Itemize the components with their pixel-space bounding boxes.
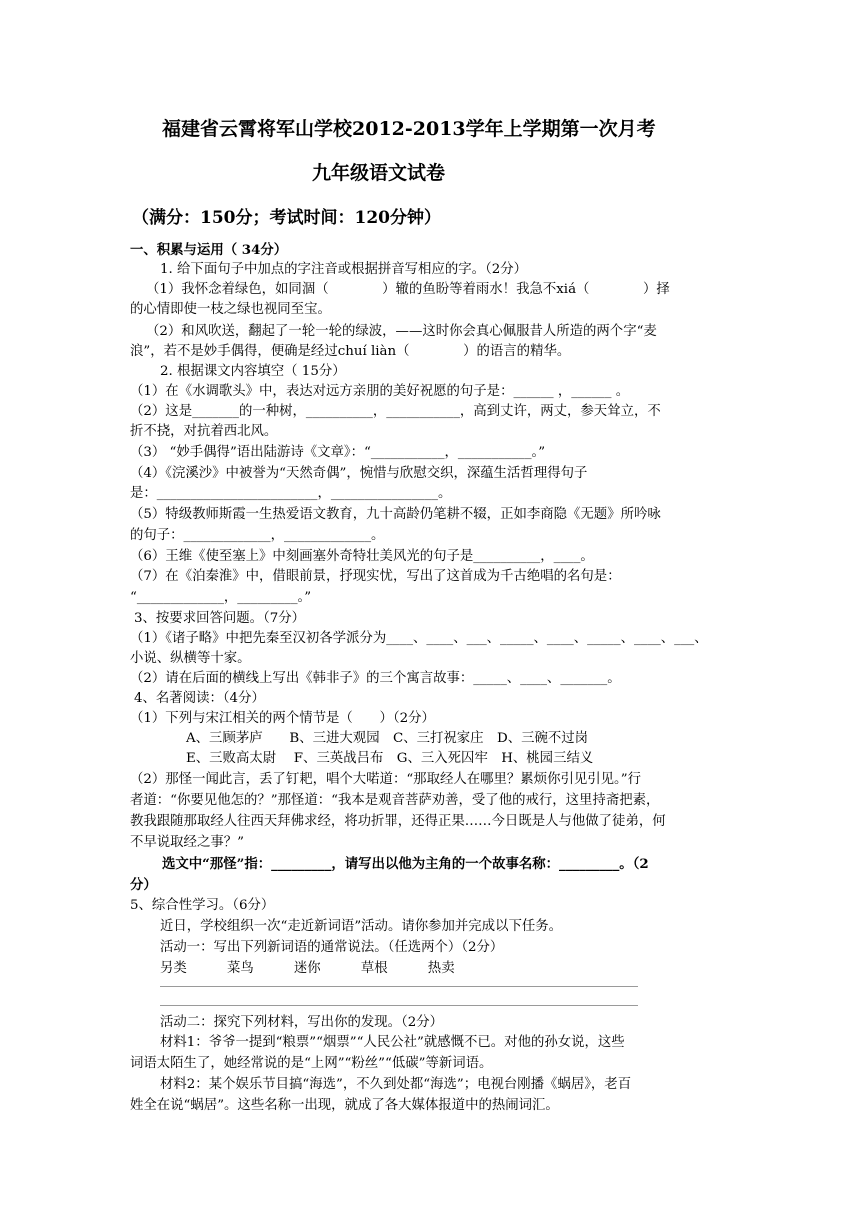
question-line: （1）我怀念着绿色，如同涸（ ）辙的鱼盼等着雨水！我急不xiá（ ）择 — [146, 282, 670, 297]
question-line: （5）特级教师斯霞一生热爱语文教育，九十高龄仍笔耕不辍，正如李商隐《无题》所吟咏 — [130, 507, 661, 522]
question-line: （4）《浣溪沙》中被誉为“天然奇偶”，惋惜与欣慰交织，深蕴生活哲理得句子 — [130, 466, 588, 481]
question-line: 浪”，若不是妙手偶得，便确是经过chuí liàn（ ）的语言的精华。 — [130, 344, 571, 359]
choice-line: E、三败高太尉 F、三英战吕布 G、三入死囚牢 H、桃园三结义 — [186, 751, 594, 766]
question-line: （6）王维《使至塞上》中刻画塞外奇特壮美风光的句子是__________，____。 — [130, 549, 594, 564]
question-line: 的句子：_____________，_____________。 — [130, 528, 385, 543]
material-line: 材料2：某个娱乐节目搞“海选”，不久到处都“海选”；电视台刚播《蜗居》，老百 — [160, 1077, 632, 1092]
question-line: 近日，学校组织一次“走近新词语”活动。请你参加并完成以下任务。 — [160, 919, 563, 934]
choice-line: A、三顾茅庐 B、三进大观园 C、三打祝家庄 D、三碗不过岗 — [186, 731, 589, 746]
question-line: 选文中“那怪”指：_________，请写出以他为主角的一个故事名称：_________。（2 — [162, 856, 649, 872]
question-stem: 2. 根据课文内容填空（ 15分） — [160, 364, 346, 379]
question-line: （2）请在后面的横线上写出《韩非子》的三个寓言故事：_____、____、_______。 — [130, 671, 621, 686]
activity-line: 活动一：写出下列新词语的通常说法。（任选两个）（2分） — [160, 940, 504, 955]
material-line: 词语太陌生了，她经常说的是“上网”“粉丝”“低碳”等新词语。 — [130, 1056, 493, 1071]
question-line: “_____________，_________。” — [130, 590, 312, 605]
question-stem: 4、名著阅读：（4分） — [134, 691, 265, 706]
question-line: 是：________________________，________________。 — [130, 486, 452, 501]
question-stem: 3、按要求回答问题。（7分） — [134, 611, 306, 626]
question-line: 分） — [130, 877, 157, 893]
question-line: 的心情即使一枝之绿也视同至宝。 — [130, 302, 331, 317]
word-list: 另类 菜鸟 迷你 草根 热卖 — [160, 961, 455, 976]
section-heading: 一、积累与运用（ 34分） — [130, 242, 288, 258]
question-line: （2）和风吹送，翻起了一轮一轮的绿波，——这时你会真心佩服昔人所造的两个字“麦 — [146, 324, 657, 339]
question-stem: 5、综合性学习。（6分） — [130, 898, 275, 913]
passage-line: （2）那怪一闻此言，丢了钉耙，唱个大喏道：“那取经人在哪里？累烦你引见引见。”行 — [130, 772, 641, 787]
material-line: 材料1：爷爷一提到“粮票”“烟票”“人民公社”就感慨不已。对他的孙女说，这些 — [160, 1035, 625, 1050]
passage-line: 不早说取经之事？” — [130, 835, 244, 850]
material-line: 姓全在说“蜗居”。这些名称一出现，就成了各大媒体报道中的热闹词汇。 — [130, 1098, 559, 1113]
passage-line: 者道：“你要见他怎的？”那怪道：“我本是观音菩萨劝善，受了他的戒行，这里持斋把素， — [130, 793, 660, 808]
question-line: （2）这是_______的一种树，__________，___________，高到丈许，两丈，参天耸立，不 — [130, 404, 661, 419]
question-line: （1）下列与宋江相关的两个情节是（ ）（2分） — [130, 711, 435, 726]
exam-meta: （满分：150分；考试时间：120分钟） — [132, 208, 441, 228]
question-line: 小说、纵横等十家。 — [130, 651, 251, 666]
question-line: 折不挠，对抗着西北风。 — [130, 424, 278, 439]
activity-line: 活动二：探究下列材料，写出你的发现。（2分） — [160, 1015, 444, 1030]
question-line: （3） “妙手偶得”语出陆游诗《文章》：“___________，___________。” — [130, 445, 546, 460]
passage-line: 教我跟随那取经人往西天拜佛求经，将功折罪，还得正果……今日既是人与他做了徒弟，何 — [130, 814, 666, 829]
question-stem: 1. 给下面句子中加点的字注音或根据拼音写相应的字。（2分） — [160, 262, 528, 277]
answer-line — [160, 1005, 638, 1006]
answer-line — [160, 986, 638, 987]
question-line: （7）在《泊秦淮》中，借眼前景，抒现实忧，写出了这首成为千古绝唱的名句是： — [130, 569, 621, 584]
question-line: （1）在《水调歌头》中，表达对远方亲朋的美好祝愿的句子是：______ ，______ 。 — [130, 384, 630, 399]
question-line: （1）《诸子略》中把先秦至汉初各学派分为____、____、___、_____、____、_____、____、___、 — [130, 631, 708, 646]
exam-subtitle: 九年级语文试卷 — [312, 162, 446, 184]
exam-title: 福建省云霄将军山学校2012-2013学年上学期第一次月考 — [162, 118, 656, 140]
